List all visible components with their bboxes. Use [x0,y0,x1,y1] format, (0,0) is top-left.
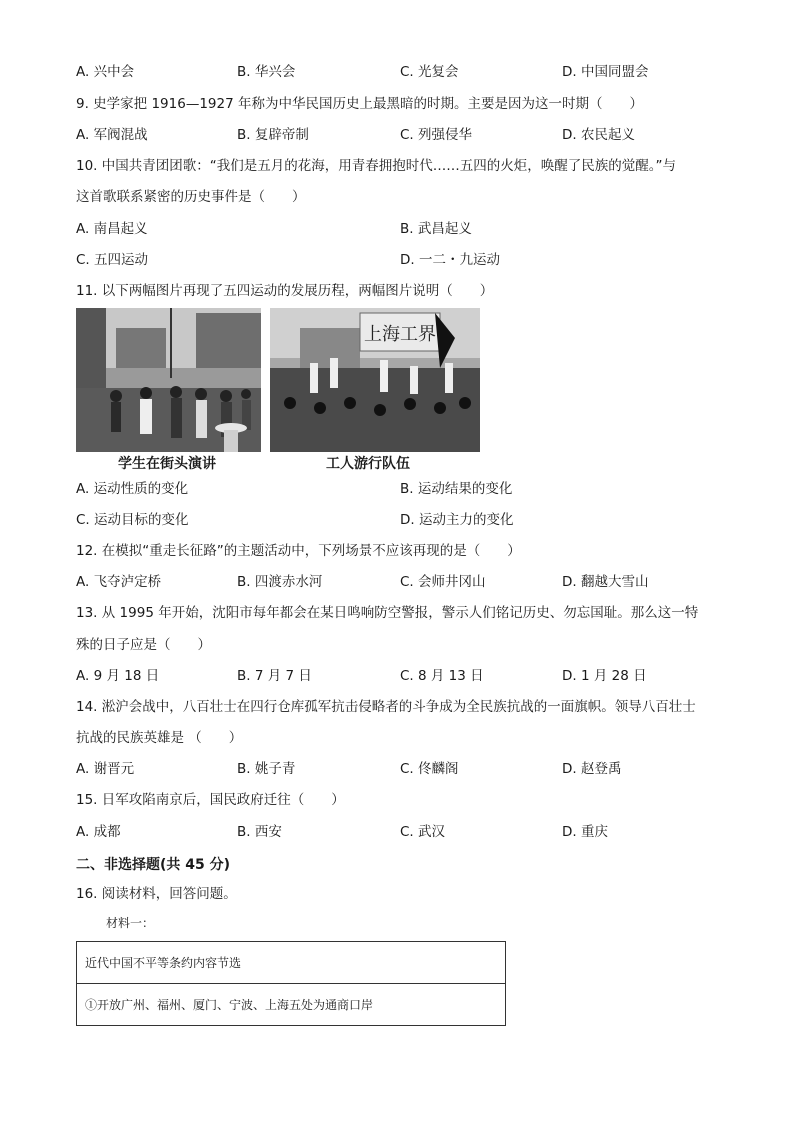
table-row [77,942,506,984]
q14-option-d: D. 赵登禹 [562,761,622,777]
q8-option-b: B. 华兴会 [237,64,296,80]
material-table [76,941,506,1026]
q15-stem: 15. 日军攻陷南京后，国民政府迁往（ ） [76,792,345,808]
q13-option-c: C. 8 月 13 日 [400,668,484,684]
q10-option-b: B. 武昌起义 [400,221,472,237]
q12-option-b: B. 四渡赤水河 [237,574,323,590]
q9-option-c: C. 列强侵华 [400,127,473,143]
q13-option-d: D. 1 月 28 日 [562,668,647,684]
q8-option-a: A. 兴中会 [76,64,135,80]
q11-option-a: A. 运动性质的变化 [76,481,189,497]
q14-option-b: B. 姚子青 [237,761,296,777]
q9-option-a: A. 军阀混战 [76,127,148,143]
q16-stem: 16. 阅读材料，回答问题。 [76,886,237,902]
student-speech-photo [76,308,261,452]
q14-stem-line2: 抗战的民族英雄是 （ ） [76,730,243,746]
q13-option-b: B. 7 月 7 日 [237,668,312,684]
photo-caption-students: 学生在街头演讲 [118,456,216,472]
q11-option-d: D. 运动主力的变化 [400,512,514,528]
q10-option-c: C. 五四运动 [76,252,149,268]
banner-text: 上海工界 [364,324,436,345]
q13-option-a: A. 9 月 18 日 [76,668,160,684]
q14-option-a: A. 谢晋元 [76,761,135,777]
table-row [77,984,506,1026]
section-heading: 二、非选择题(共 45 分) [76,857,231,873]
q15-option-c: C. 武汉 [400,824,446,840]
q15-option-a: A. 成都 [76,824,121,840]
q11-option-c: C. 运动目标的变化 [76,512,189,528]
q11-option-b: B. 运动结果的变化 [400,481,513,497]
q11-stem: 11. 以下两幅图片再现了五四运动的发展历程，两幅图片说明（ ） [76,283,494,299]
q12-option-c: C. 会师井冈山 [400,574,486,590]
q15-option-d: D. 重庆 [562,824,608,840]
q9-stem: 9. 史学家把 1916—1927 年称为中华民国历史上最黑暗的时期。主要是因为这一时期（ ） [76,96,643,112]
q10-stem-line2: 这首歌联系紧密的历史事件是（ ） [76,189,306,205]
photo-caption-workers: 工人游行队伍 [326,456,410,472]
q12-stem: 12. 在模拟“重走长征路”的主题活动中，下列场景不应该再现的是（ ） [76,543,521,559]
q9-option-b: B. 复辟帝制 [237,127,309,143]
q12-option-d: D. 翻越大雪山 [562,574,649,590]
q10-stem-line1: 10. 中国共青团团歌：“我们是五月的花海，用青春拥抱时代……五四的火炬，唤醒了民族的觉醒。”与 [76,158,676,174]
worker-parade-photo [270,308,480,452]
q13-stem-line1: 13. 从 1995 年开始，沈阳市每年都会在某日鸣响防空警报，警示人们铭记历史、勿忘国耻。那么这一特 [76,605,699,621]
q14-stem-line1: 14. 淞沪会战中，八百壮士在四行仓库孤军抗击侵略者的斗争成为全民族抗战的一面旗帜。领导八百壮士 [76,699,696,715]
table-cell: ①开放广州、福州、厦门、宁波、上海五处为通商口岸 [77,984,506,1026]
q15-option-b: B. 西安 [237,824,282,840]
q10-option-d: D. 一二・九运动 [400,252,500,268]
q13-stem-line2: 殊的日子应是（ ） [76,637,211,653]
q8-option-c: C. 光复会 [400,64,459,80]
q9-option-d: D. 农民起义 [562,127,635,143]
q10-option-a: A. 南昌起义 [76,221,148,237]
q8-option-d: D. 中国同盟会 [562,64,649,80]
table-header-cell: 近代中国不平等条约内容节选 [77,942,506,984]
material-label: 材料一： [106,916,155,930]
q12-option-a: A. 飞夺泸定桥 [76,574,162,590]
q14-option-c: C. 佟麟阁 [400,761,459,777]
